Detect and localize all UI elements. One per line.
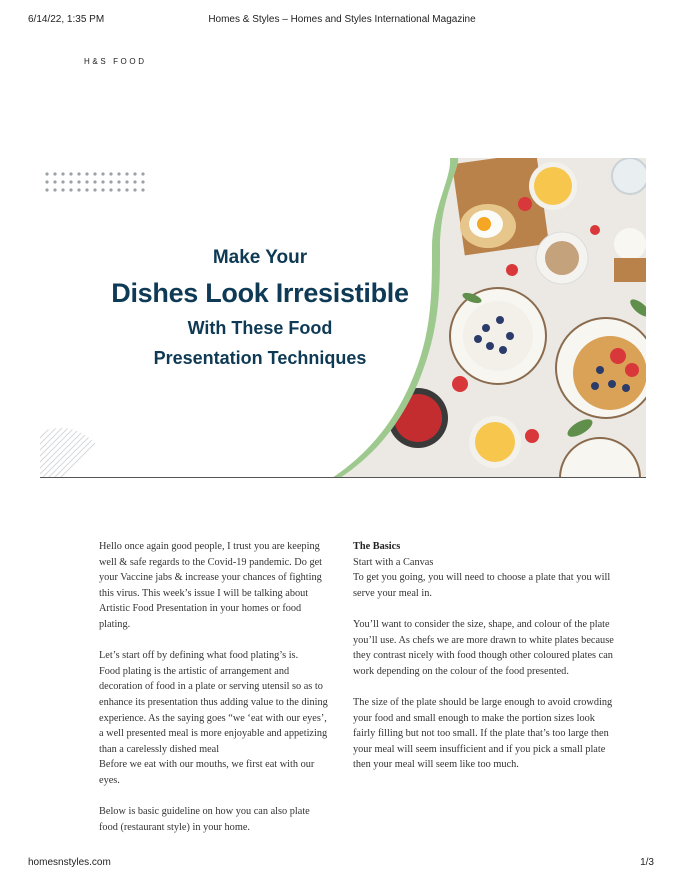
hero-line-4: Presentation Techniques (153, 348, 367, 368)
hero-line-2: Dishes Look Irresistible (111, 278, 409, 308)
print-header (0, 14, 684, 30)
print-page-number: 1/3 (640, 857, 654, 868)
article-paragraph: To get you going, you will need to choose a plate that you will serve your meal in. (353, 572, 611, 599)
hero-banner (40, 158, 646, 478)
article-paragraph: You’ll want to consider the size, shape, and colour of the plate you’ll use. As chefs we are more drawn to white plates because they contrast nicely with food though other coloured plates can work depending on the colour of the food presented. (353, 618, 614, 677)
article-paragraph: Below is basic guideline on how you can also plate food (restaurant style) in your home. (99, 806, 310, 833)
section-heading: The Basics (353, 541, 401, 552)
hero-divider (40, 477, 646, 478)
article-left-column (99, 539, 331, 851)
article-paragraph: Let’s start off by defining what food plating’s is. Food plating is the artistic of arrangement and decoration of food in a plate or serving utensil so as to enhance its presentation thus adding value to the dining experience. As the saying goes “we ‘eat with our eyes’, a well presented meal is more enjoyable and appetizing than a carelessly dished meal Before we eat with our mouths, we first eat with our eyes. (99, 650, 328, 786)
print-page-title: Homes & Styles – Homes and Styles International Magazine (208, 14, 476, 25)
brand-label: H&S FOOD (84, 57, 147, 66)
section-subheading: Start with a Canvas (353, 556, 434, 568)
print-datetime: 6/14/22, 1:35 PM (28, 14, 105, 25)
article-paragraph: The size of the plate should be large enough to avoid crowding your food and small enough to make the portion sizes look fairly filling but not too small. If the plate that’s too large then your meal will seem insufficient and if you pick a small plate then your meal will seem like too much. (353, 696, 613, 771)
article-paragraph: Hello once again good people, I trust you are keeping well & safe regards to the Covid-19 pandemic. Do get your Vaccine jabs & increase your chances of fighting this virus. This week’s issue I will be talking about Artistic Food Presentation in your homes or food plating. (99, 541, 323, 630)
hero-headline (40, 158, 480, 478)
article-right-column (353, 539, 615, 789)
print-url: homesnstyles.com (28, 857, 111, 868)
hero-line-1: Make Your (212, 247, 308, 268)
hero-line-3: With These Food (187, 318, 333, 338)
